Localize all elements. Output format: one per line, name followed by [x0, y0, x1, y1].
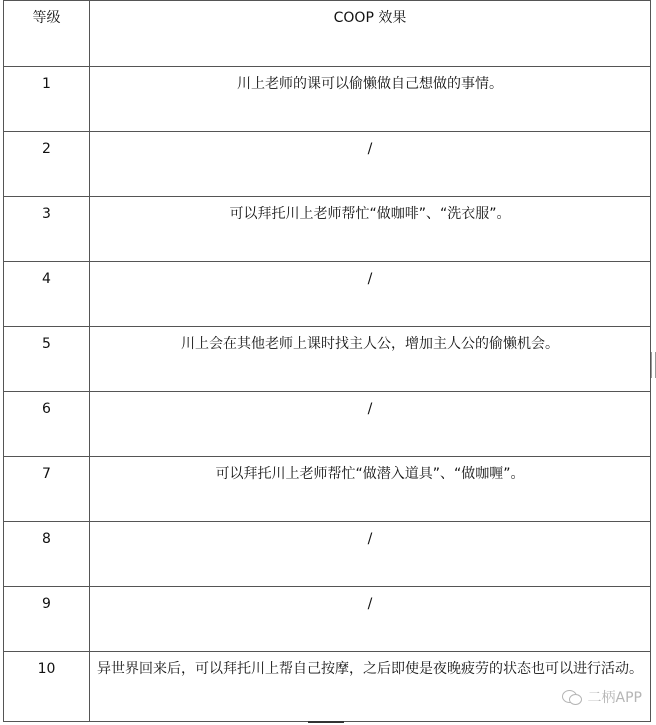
level-cell: 4 — [4, 262, 90, 327]
coop-table — [3, 0, 651, 722]
effect-cell: / — [90, 587, 651, 652]
effect-cell: 川上会在其他老师上课时找主人公，增加主人公的偷懒机会。 — [90, 327, 651, 392]
level-cell: 5 — [4, 327, 90, 392]
table-row — [4, 457, 651, 522]
effect-cell: / — [90, 522, 651, 587]
level-cell: 3 — [4, 197, 90, 262]
effect-cell: 异世界回来后，可以拜托川上帮自己按摩，之后即使是夜晚疲劳的状态也可以进行活动。 — [90, 652, 651, 722]
level-cell: 7 — [4, 457, 90, 522]
table-row — [4, 327, 651, 392]
table-row — [4, 587, 651, 652]
effect-cell: 川上老师的课可以偷懒做自己想做的事情。 — [90, 67, 651, 132]
header-level: 等级 — [4, 1, 90, 67]
level-cell: 6 — [4, 392, 90, 457]
effect-cell: 可以拜托川上老师帮忙“做潜入道具”、“做咖喱”。 — [90, 457, 651, 522]
table-row — [4, 132, 651, 197]
level-cell: 2 — [4, 132, 90, 197]
watermark — [562, 687, 642, 707]
table-row — [4, 522, 651, 587]
effect-cell: / — [90, 262, 651, 327]
divider-bar — [308, 721, 344, 723]
effect-cell: 可以拜托川上老师帮忙“做咖啡”、“洗衣服”。 — [90, 197, 651, 262]
effect-cell: / — [90, 132, 651, 197]
effect-cell: / — [90, 392, 651, 457]
level-cell: 8 — [4, 522, 90, 587]
level-cell: 1 — [4, 67, 90, 132]
table-row — [4, 392, 651, 457]
table-row — [4, 197, 651, 262]
watermark-text: 二柄APP — [587, 690, 642, 706]
table-row — [4, 67, 651, 132]
header-effect: COOP 效果 — [90, 1, 651, 67]
table-row — [4, 262, 651, 327]
scroll-marker — [651, 352, 656, 378]
wechat-icon — [562, 688, 582, 706]
level-cell: 9 — [4, 587, 90, 652]
table-row — [4, 652, 651, 722]
table-header-row — [4, 1, 651, 67]
level-cell: 10 — [4, 652, 90, 722]
